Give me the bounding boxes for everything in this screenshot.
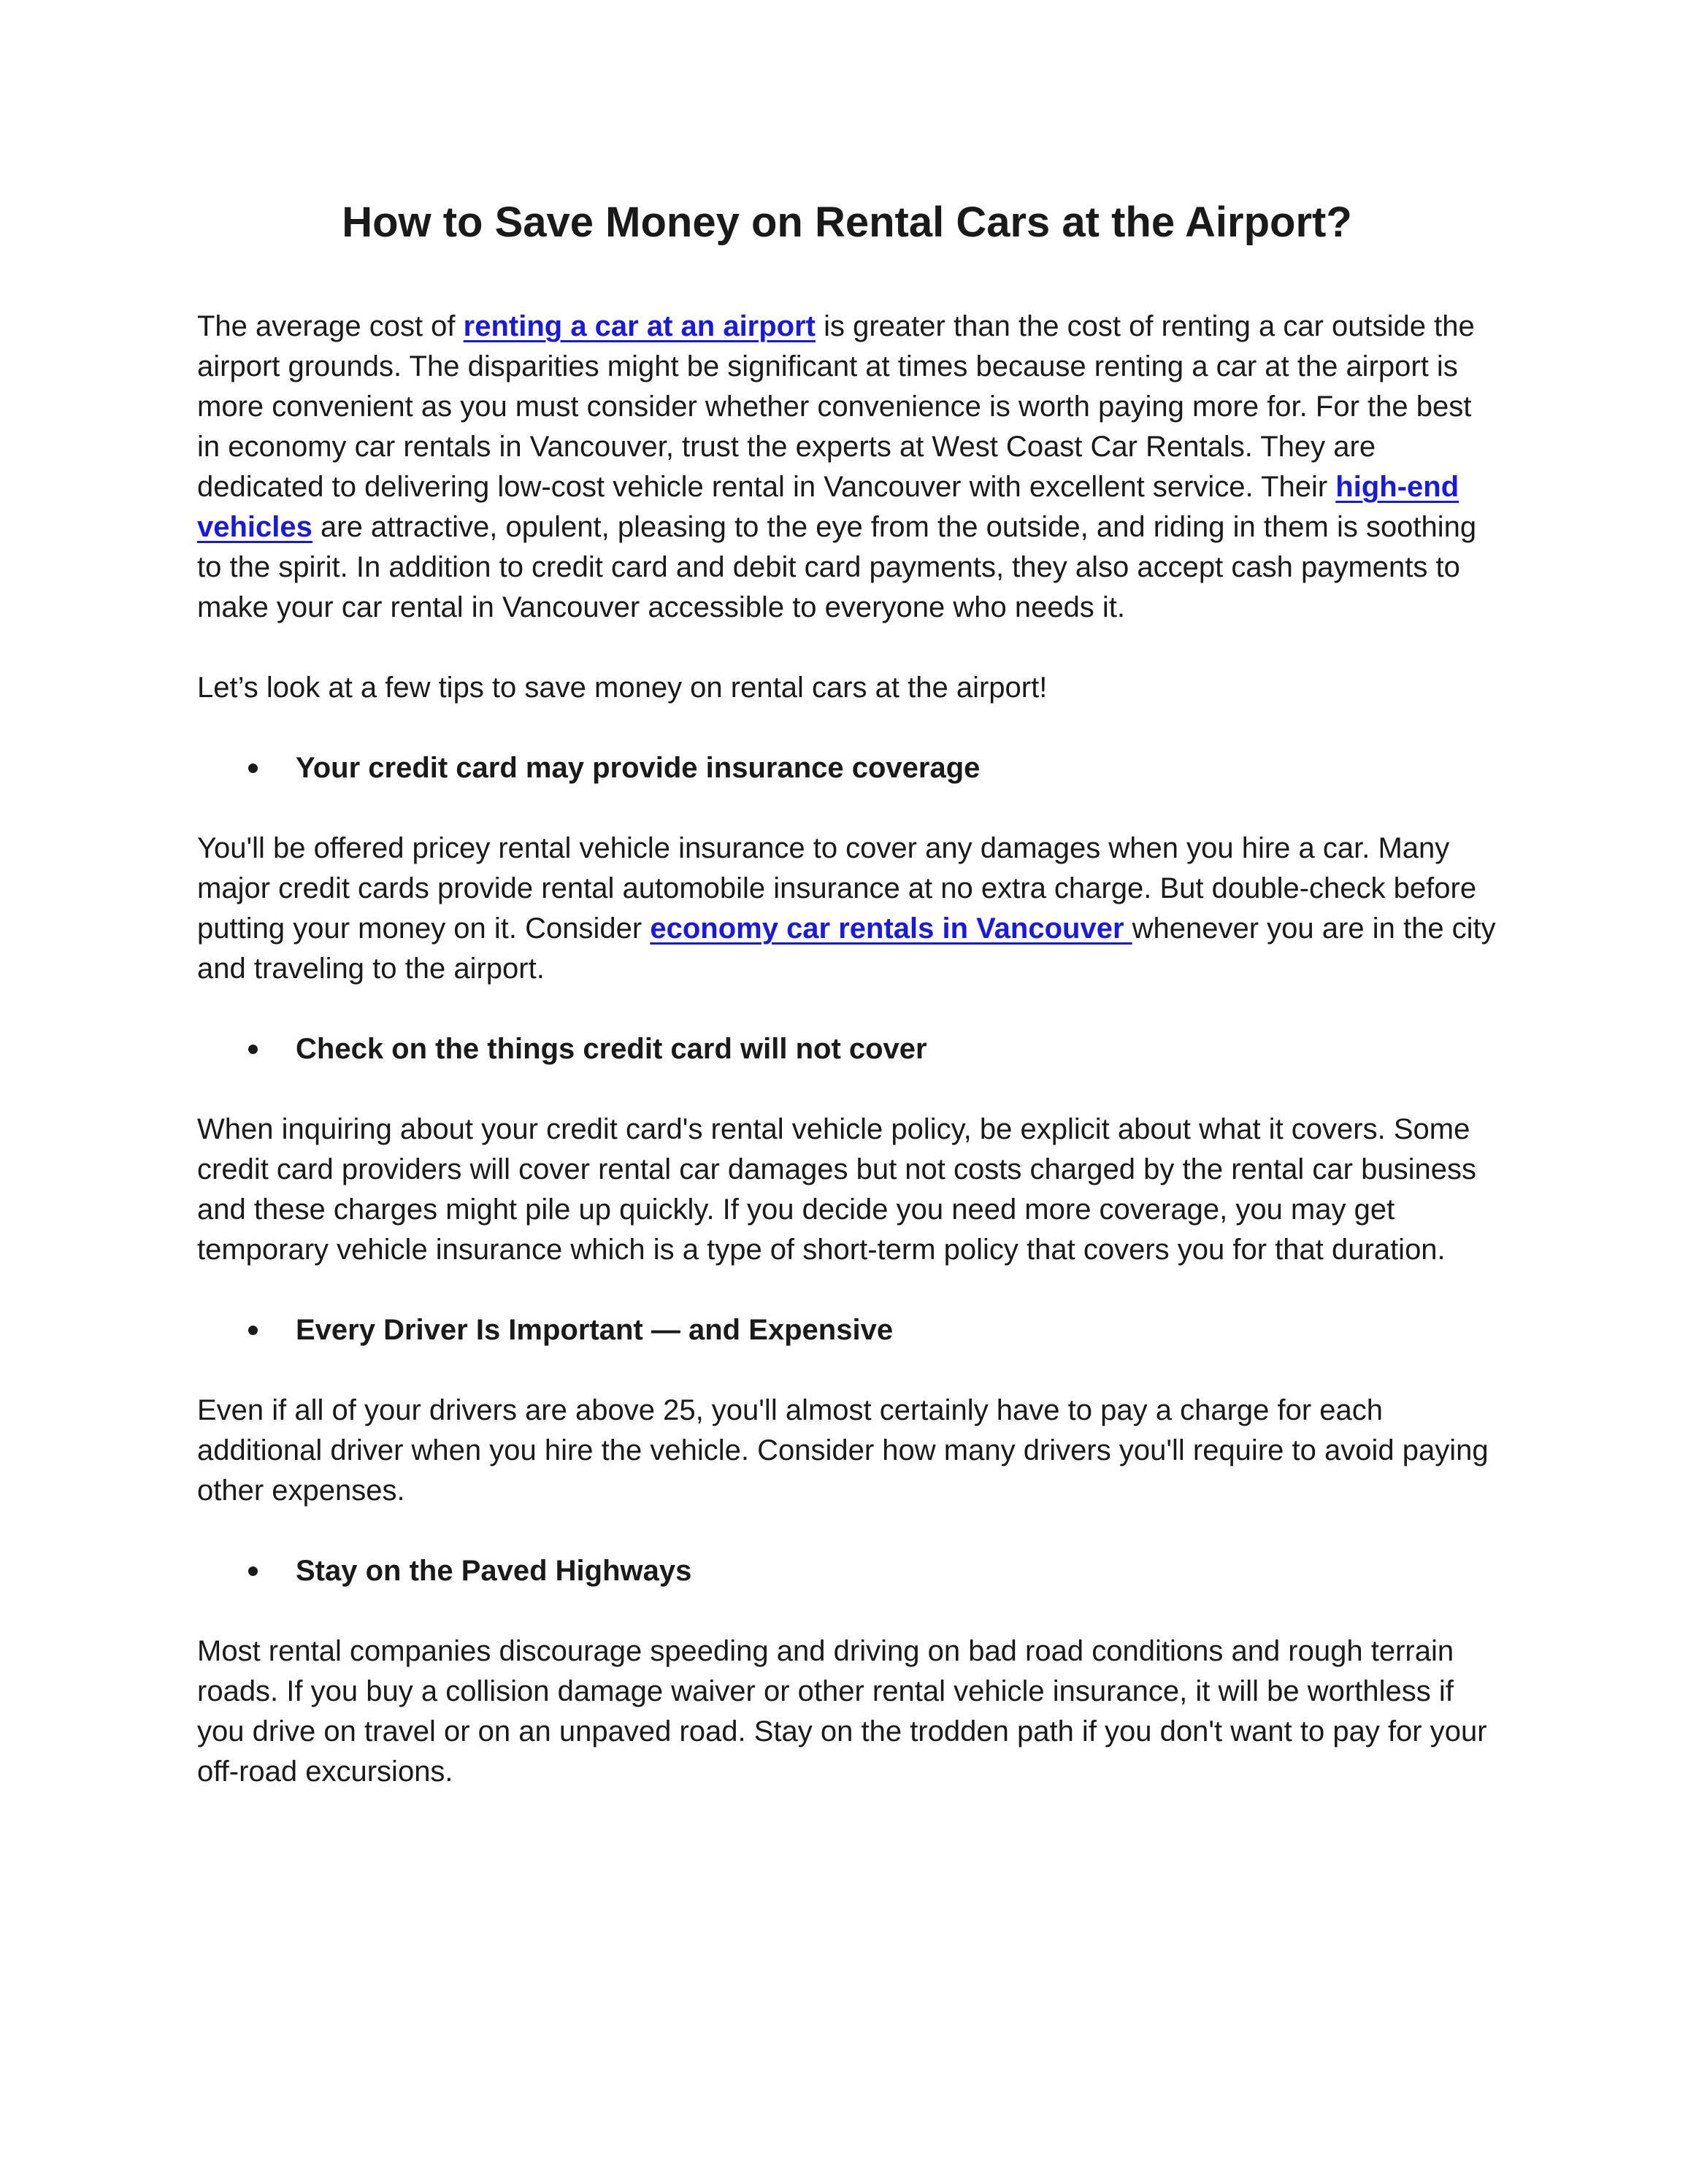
section-heading-text: Every Driver Is Important — and Expensive — [296, 1314, 894, 1346]
bullet-icon — [248, 1566, 258, 1576]
page-title: How to Save Money on Rental Cars at the Airport? — [342, 199, 1352, 246]
document-page — [197, 197, 1497, 1792]
section-heading-text: Your credit card may provide insurance coverage — [296, 752, 981, 784]
section-heading-list — [197, 1029, 1497, 1069]
link-high-end-vehicles[interactable]: high-end vehicles — [197, 471, 1459, 543]
tips-intro-paragraph: Let’s look at a few tips to save money on rental cars at the airport! — [197, 672, 1048, 704]
intro-paragraph — [197, 307, 1497, 628]
bullet-icon — [248, 1045, 258, 1054]
section-paragraph: Even if all of your drivers are above 25, you'll almost certainly have to pay a charge for each additional driver when you hire the vehicle. Consider how many drivers you'll require to avoid paying other expenses. — [197, 1394, 1489, 1507]
section-heading-text: Check on the things credit card will not cover — [296, 1033, 927, 1065]
bullet-icon — [248, 1326, 258, 1335]
section-heading-list — [197, 748, 1497, 788]
link-economy-car-rentals[interactable]: economy car rentals in Vancouver — [650, 912, 1132, 945]
intro-text-2: is greater than the cost of renting a car outside the airport grounds. The disparities might be significant at times because renting a car at the airport is more convenient as you must consider whether convenience is worth paying more for. For the best in economy car rentals in Vancouver, trust the experts at West Coast Car Rentals. They are dedicated to delivering low-cost vehicle rental in Vancouver with excellent service. Their — [197, 310, 1475, 503]
intro-text-3: are attractive, opulent, pleasing to the eye from the outside, and riding in them is soothing to the spirit. In addition to credit card and debit card payments, they also accept cash payments to make your car rental in Vancouver accessible to everyone who needs it. — [197, 511, 1477, 623]
section-heading — [197, 1551, 1497, 1591]
intro-text-1: The average cost of — [197, 310, 464, 342]
section-paragraph: When inquiring about your credit card's rental vehicle policy, be explicit about what it covers. Some credit card providers will cover rental car damages but not costs charged by the rental car business and these charges might pile up quickly. If you decide you need more coverage, you may get temporary vehicle insurance which is a type of short-term policy that covers you for that duration. — [197, 1113, 1476, 1266]
section-heading-list — [197, 1310, 1497, 1350]
bullet-icon — [248, 764, 258, 773]
section-heading-list — [197, 1551, 1497, 1591]
section-paragraph — [197, 828, 1497, 989]
section-text-2: whenever you are in the city and traveling to the airport. — [197, 912, 1496, 985]
section-heading-text: Stay on the Paved Highways — [296, 1555, 692, 1587]
section-text-1: You'll be offered pricey rental vehicle insurance to cover any damages when you hire a car. Many major credit cards provide rental automobile insurance at no extra charge. But double-check before putting your money on it. Consider — [197, 832, 1477, 945]
section-heading — [197, 748, 1497, 788]
section-heading — [197, 1310, 1497, 1350]
link-renting-car-airport[interactable]: renting a car at an airport — [463, 310, 816, 342]
section-heading — [197, 1029, 1497, 1069]
section-paragraph: Most rental companies discourage speeding and driving on bad road conditions and rough terrain roads. If you buy a collision damage waiver or other rental vehicle insurance, it will be worthless if you drive on travel or on an unpaved road. Stay on the trodden path if you don't want to pay for your off-road excursions. — [197, 1635, 1487, 1788]
